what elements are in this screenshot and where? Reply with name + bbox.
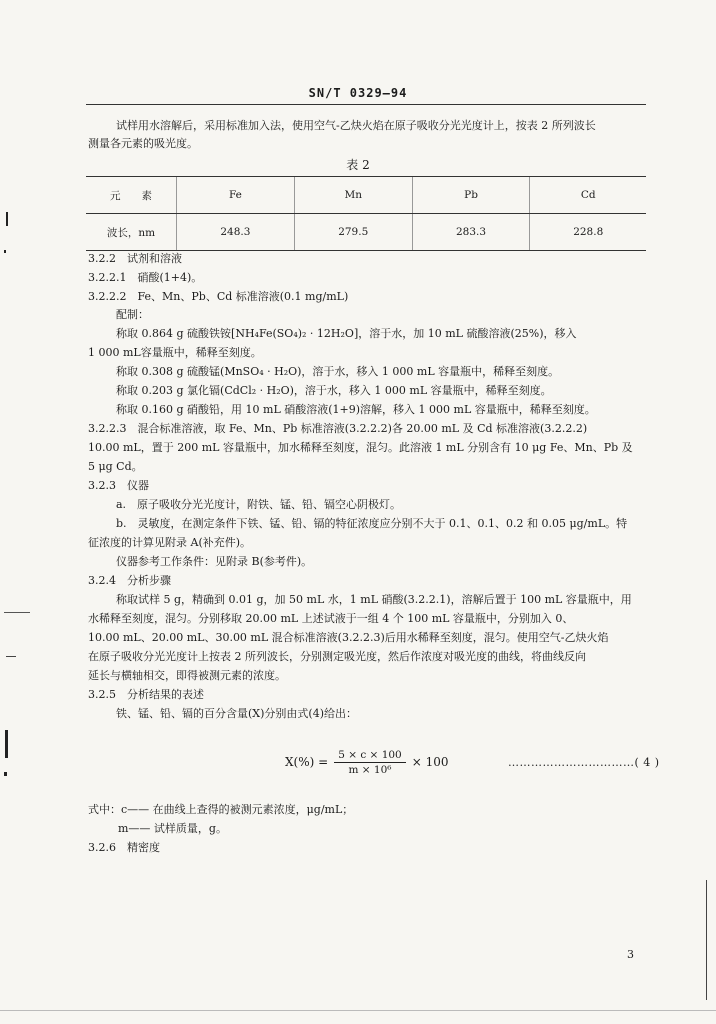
header-rule (86, 104, 646, 105)
body-line: 称取 0.308 g 硫酸锰(MnSO₄ · H₂O)，溶于水，移入 1 000 mL 容量瓶中，稀释至刻度。 (116, 365, 560, 378)
section-heading: 3.2.5 分析结果的表述 (88, 688, 204, 701)
table-header-cell: Fe (177, 177, 295, 214)
body-line: 10.00 mL、20.00 mL、30.00 mL 混合标准溶液(3.2.2.3)后用水稀释至刻度，混匀。使用空气-乙炔火焰 (88, 631, 609, 644)
list-item: a. 原子吸收分光光度计，附铁、锰、铅、镉空心阴极灯。 (116, 498, 402, 511)
intro-line-1: 试样用水溶解后，采用标准加入法，使用空气-乙炔火焰在原子吸收分光光度计上，按表 2 所列波长 (116, 119, 596, 132)
formula-lhs: X(%) = (285, 755, 329, 769)
table-cell: 279.5 (294, 214, 412, 251)
body-line: 称取 0.864 g 硫酸铁铵[NH₄Fe(SO₄)₂ · 12H₂O]，溶于水，加 10 mL 硫酸溶液(25%)，移入 (116, 327, 577, 340)
table-row (86, 214, 646, 251)
body-line: 水稀释至刻度，混匀。分别移取 20.00 mL 上述试液于一组 4 个 100 mL 容量瓶中，分别加入 0、 (88, 612, 574, 625)
body-line: 1 000 mL容量瓶中，稀释至刻度。 (88, 346, 262, 359)
wavelength-table (86, 176, 646, 251)
section-heading: 3.2.4 分析步骤 (88, 574, 171, 587)
standard-code-header: SN/T 0329—94 (308, 86, 408, 100)
table-cell: 283.3 (412, 214, 530, 251)
formula-fraction (334, 749, 406, 776)
section-heading: 3.2.6 精密度 (88, 841, 160, 854)
body-line: 铁、锰、铅、镉的百分含量(X)分别由式(4)给出： (116, 707, 357, 720)
table-caption: 表 2 (346, 158, 370, 172)
body-line: 称取试样 5 g，精确到 0.01 g，加 50 mL 水，1 mL 硝酸(3.2.2.1)，溶解后置于 100 mL 容量瓶中，用 (116, 593, 632, 606)
body-line: 配制： (116, 308, 149, 321)
scan-mark (706, 880, 707, 1000)
table-cell: 228.8 (530, 214, 646, 251)
scan-mark (6, 212, 8, 226)
section-heading: 3.2.3 仪器 (88, 479, 149, 492)
body-line: 延长与横轴相交，即得被测元素的浓度。 (88, 669, 286, 682)
scan-mark (4, 250, 6, 253)
table-header-row (86, 177, 646, 214)
where-line: 式中：c—— 在曲线上查得的被测元素浓度，μg/mL； (88, 803, 354, 816)
body-line: 称取 0.203 g 氯化镉(CdCl₂ · H₂O)，溶于水，移入 1 000 mL 容量瓶中，稀释至刻度。 (116, 384, 552, 397)
scan-mark (4, 612, 30, 613)
body-line: 仪器参考工作条件：见附录 B(参考件)。 (116, 555, 313, 568)
table-header-cell: Cd (530, 177, 646, 214)
body-line: 称取 0.160 g 硝酸铅，用 10 mL 硝酸溶液(1+9)溶解，移入 1 000 mL 容量瓶中，稀释至刻度。 (116, 403, 596, 416)
formula-denominator: m × 10⁶ (348, 763, 392, 776)
list-item: b. 灵敏度，在测定条件下铁、锰、铅、镉的特征浓度应分别不大于 0.1、0.1、0.2 和 0.05 μg/mL。特 (116, 517, 628, 530)
equation-number: ……………………………( 4 ) (508, 756, 660, 769)
scan-mark (6, 656, 16, 657)
section-heading: 3.2.2.1 硝酸(1+4)。 (88, 271, 203, 284)
scan-mark (5, 730, 8, 758)
body-line: 5 μg Cd。 (88, 460, 143, 473)
formula-rhs: × 100 (411, 755, 449, 769)
body-line: 在原子吸收分光光度计上按表 2 所列波长，分别测定吸光度，然后作浓度对吸光度的曲线，将曲线反向 (88, 650, 586, 663)
section-heading: 3.2.2.2 Fe、Mn、Pb、Cd 标准溶液(0.1 mg/mL) (88, 290, 349, 303)
table-cell: 波长，nm (86, 214, 177, 251)
table-header-cell: Pb (412, 177, 530, 214)
body-line: 10.00 mL，置于 200 mL 容量瓶中，加水稀释至刻度，混匀。此溶液 1 mL 分别含有 10 μg Fe、Mn、Pb 及 (88, 441, 633, 454)
scan-mark (4, 772, 7, 776)
intro-line-2: 测量各元素的吸光度。 (88, 137, 198, 150)
body-line: 征浓度的计算见附录 A(补充件)。 (88, 536, 252, 549)
scan-edge (0, 1010, 716, 1011)
formula-numerator: 5 × c × 100 (334, 749, 406, 763)
body-line: 3.2.2.3 混合标准溶液，取 Fe、Mn、Pb 标准溶液(3.2.2.2)各 20.00 mL 及 Cd 标准溶液(3.2.2.2) (88, 422, 588, 435)
section-heading: 3.2.2 试剂和溶液 (88, 252, 182, 265)
table-header-cell: 元 素 (86, 177, 177, 214)
page-number: 3 (627, 948, 634, 961)
table-header-cell: Mn (294, 177, 412, 214)
formula-4 (285, 742, 449, 782)
where-line: m—— 试样质量，g。 (118, 822, 227, 835)
table-cell: 248.3 (177, 214, 295, 251)
